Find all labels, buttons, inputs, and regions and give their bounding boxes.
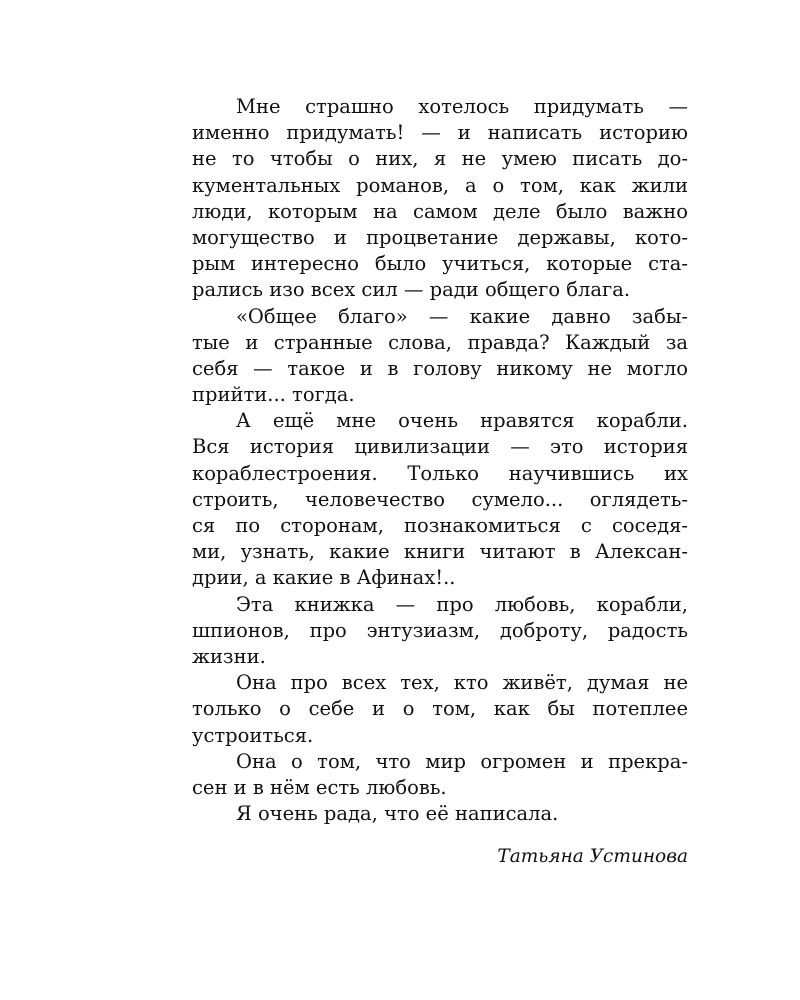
text-line: шпионов, про энтузиазм, доброту, радость bbox=[192, 618, 688, 642]
text-line: себя — такое и в голову никому не могло bbox=[192, 356, 688, 380]
text-line: строить, человечество сумело... оглядеть- bbox=[192, 487, 688, 511]
paragraph bbox=[192, 749, 688, 801]
text-line: тые и странные слова, правда? Каждый за bbox=[192, 330, 688, 354]
preface-text bbox=[192, 94, 688, 827]
text-line: только о себе и о том, как бы потеплее bbox=[192, 697, 688, 721]
paragraph bbox=[192, 801, 688, 827]
text-line: кументальных романов, а о том, как жили bbox=[192, 173, 688, 197]
text-line: рались изо всех сил — ради общего блага. bbox=[192, 278, 631, 302]
text-line: сен и в нём есть любовь. bbox=[192, 775, 447, 799]
text-line: люди, которым на самом деле было важно bbox=[192, 199, 688, 223]
text-line: Она про всех тех, кто живёт, думая не bbox=[236, 671, 688, 695]
text-line: ми, узнать, какие книги читают в Алексан- bbox=[192, 540, 688, 564]
text-line: Эта книжка — про любовь, корабли, bbox=[236, 592, 688, 616]
author-signature: Татьяна Устинова bbox=[497, 846, 688, 867]
text-line: Мне страшно хотелось придумать — bbox=[236, 95, 688, 118]
text-line: могущество и процветание державы, кото- bbox=[192, 225, 688, 249]
paragraph bbox=[192, 304, 688, 409]
paragraph bbox=[192, 408, 688, 591]
text-line: дрии, а какие в Афинах!.. bbox=[192, 566, 456, 590]
paragraph bbox=[192, 94, 688, 304]
paragraph bbox=[192, 592, 688, 671]
text-line: А ещё мне очень нравятся корабли. bbox=[236, 409, 688, 433]
text-line: именно придумать! — и написать историю bbox=[192, 121, 688, 145]
text-line: кораблестроения. Только научившись их bbox=[192, 461, 688, 485]
text-line: ся по сторонам, познакомиться с соседя- bbox=[192, 514, 688, 537]
text-line: Вся история цивилизации — это история bbox=[192, 435, 688, 459]
text-line: Она о том, что мир огромен и прекра- bbox=[236, 749, 688, 773]
paragraph bbox=[192, 670, 688, 749]
text-line: не то чтобы о них, я не умею писать до- bbox=[192, 147, 688, 171]
text-line: устроиться. bbox=[192, 723, 314, 747]
text-line: прийти... тогда. bbox=[192, 383, 355, 407]
text-line: «Общее благо» — какие давно забы- bbox=[236, 304, 688, 328]
text-line: жизни. bbox=[192, 644, 266, 668]
text-line: Я очень рада, что её написала. bbox=[236, 802, 559, 826]
text-line: рым интересно было учиться, которые ста- bbox=[192, 252, 688, 276]
